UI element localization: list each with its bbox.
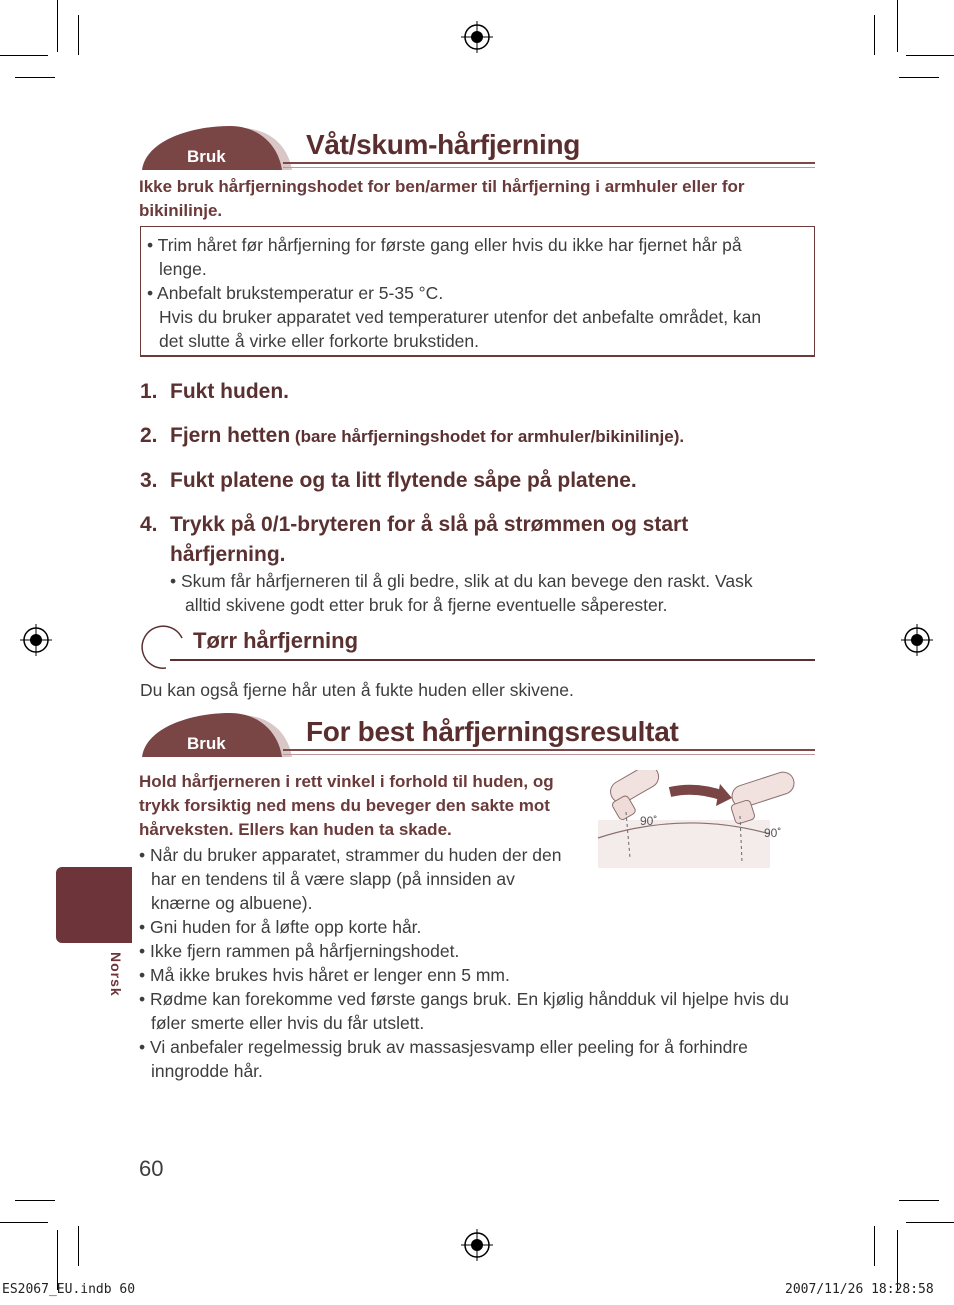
section-title: For best hårfjerningsresultat [306, 716, 679, 747]
note-line: • Anbefalt brukstemperatur er 5-35 °C. [147, 283, 444, 303]
instruction-bold: Hold hårfjerneren i rett vinkel i forhold til huden, og trykk forsiktig ned mens du beveger den sakte mot hårveksten. Ellers kan huden ta skade. [139, 772, 554, 839]
subsection-title: Tørr hårfjerning [193, 628, 359, 653]
bullet-line: • Gni huden for å løfte opp korte hår. [139, 917, 422, 937]
registration-mark-icon [901, 624, 933, 656]
footer-file: ES2067_EU.indb 60 [2, 1282, 136, 1297]
crop-mark [899, 77, 939, 78]
epilator-angle-illustration [596, 770, 811, 870]
note-line: • Trim håret før hårfjerning for første gang eller hvis du ikke har fjernet hår på [147, 235, 742, 255]
crop-mark [15, 1200, 55, 1201]
step-4-note: alltid skivene godt etter bruk for å fjerne eventuelle såperester. [185, 595, 668, 615]
step-4-note: • Skum får hårfjerneren til å gli bedre, slik at du kan bevege den raskt. Vask [170, 571, 753, 591]
section-rule [283, 162, 815, 164]
section-rule [283, 754, 815, 755]
angle-label-right: 90˚ [764, 826, 782, 840]
crop-mark [906, 1222, 954, 1223]
crop-mark [899, 1200, 939, 1201]
crop-mark [15, 77, 55, 78]
section-rule [283, 167, 815, 168]
crop-mark [874, 1226, 875, 1266]
note-line: Hvis du bruker apparatet ved temperaturer utenfor det anbefalte området, kan [159, 307, 762, 327]
note-line: lenge. [159, 259, 207, 279]
crop-mark [906, 55, 954, 56]
registration-mark-icon [461, 21, 493, 53]
bullet-line: • Når du bruker apparatet, strammer du huden der den [139, 845, 562, 865]
bullet-line: • Rødme kan forekomme ved første gangs bruk. En kjølig håndduk vil hjelpe hvis du [139, 989, 790, 1009]
crop-mark [57, 0, 58, 52]
dry-text: Du kan også fjerne hår uten å fukte huden eller skivene. [140, 680, 574, 700]
crop-mark [57, 1230, 58, 1290]
page-number: 60 [139, 1156, 164, 1181]
section-tab-label: Bruk [187, 147, 226, 166]
section-tab-label: Bruk [187, 734, 226, 753]
language-label: Norsk [108, 952, 124, 997]
crop-mark [897, 1230, 898, 1290]
bullet-line: • Vi anbefaler regelmessig bruk av massasjesvamp eller peeling for å forhindre [139, 1037, 748, 1057]
bullet-line: • Ikke fjern rammen på hårfjerningshodet. [139, 941, 460, 961]
footer-date: 2007/11/26 18:28:58 [785, 1282, 934, 1297]
bullet-line: føler smerte eller hvis du får utslett. [151, 1013, 425, 1033]
registration-mark-icon [20, 624, 52, 656]
section-rule [283, 749, 815, 751]
crop-mark [0, 1222, 48, 1223]
crop-mark [78, 15, 79, 55]
registration-mark-icon [461, 1229, 493, 1261]
section-title: Våt/skum-hårfjerning [306, 129, 581, 160]
bullet-line: knærne og albuene). [151, 893, 313, 913]
note-line: det slutte å virke eller forkorte brukstiden. [159, 331, 480, 351]
subsection-arc-icon [138, 624, 188, 672]
language-tab [56, 867, 132, 943]
subsection-rule [170, 659, 815, 661]
bullet-line: har en tendens til å være slapp (på innsiden av [151, 869, 515, 889]
crop-mark [897, 0, 898, 52]
bullet-line: inngrodde hår. [151, 1061, 263, 1081]
bullet-line: • Må ikke brukes hvis håret er lenger enn 5 mm. [139, 965, 510, 985]
crop-mark [0, 55, 48, 56]
warning-text: Ikke bruk hårfjerningshodet for ben/armer til hårfjerning i armhuler eller for bikinilinje. [139, 177, 745, 220]
crop-mark [78, 1226, 79, 1266]
crop-mark [874, 15, 875, 55]
angle-label-left: 90˚ [640, 814, 658, 828]
